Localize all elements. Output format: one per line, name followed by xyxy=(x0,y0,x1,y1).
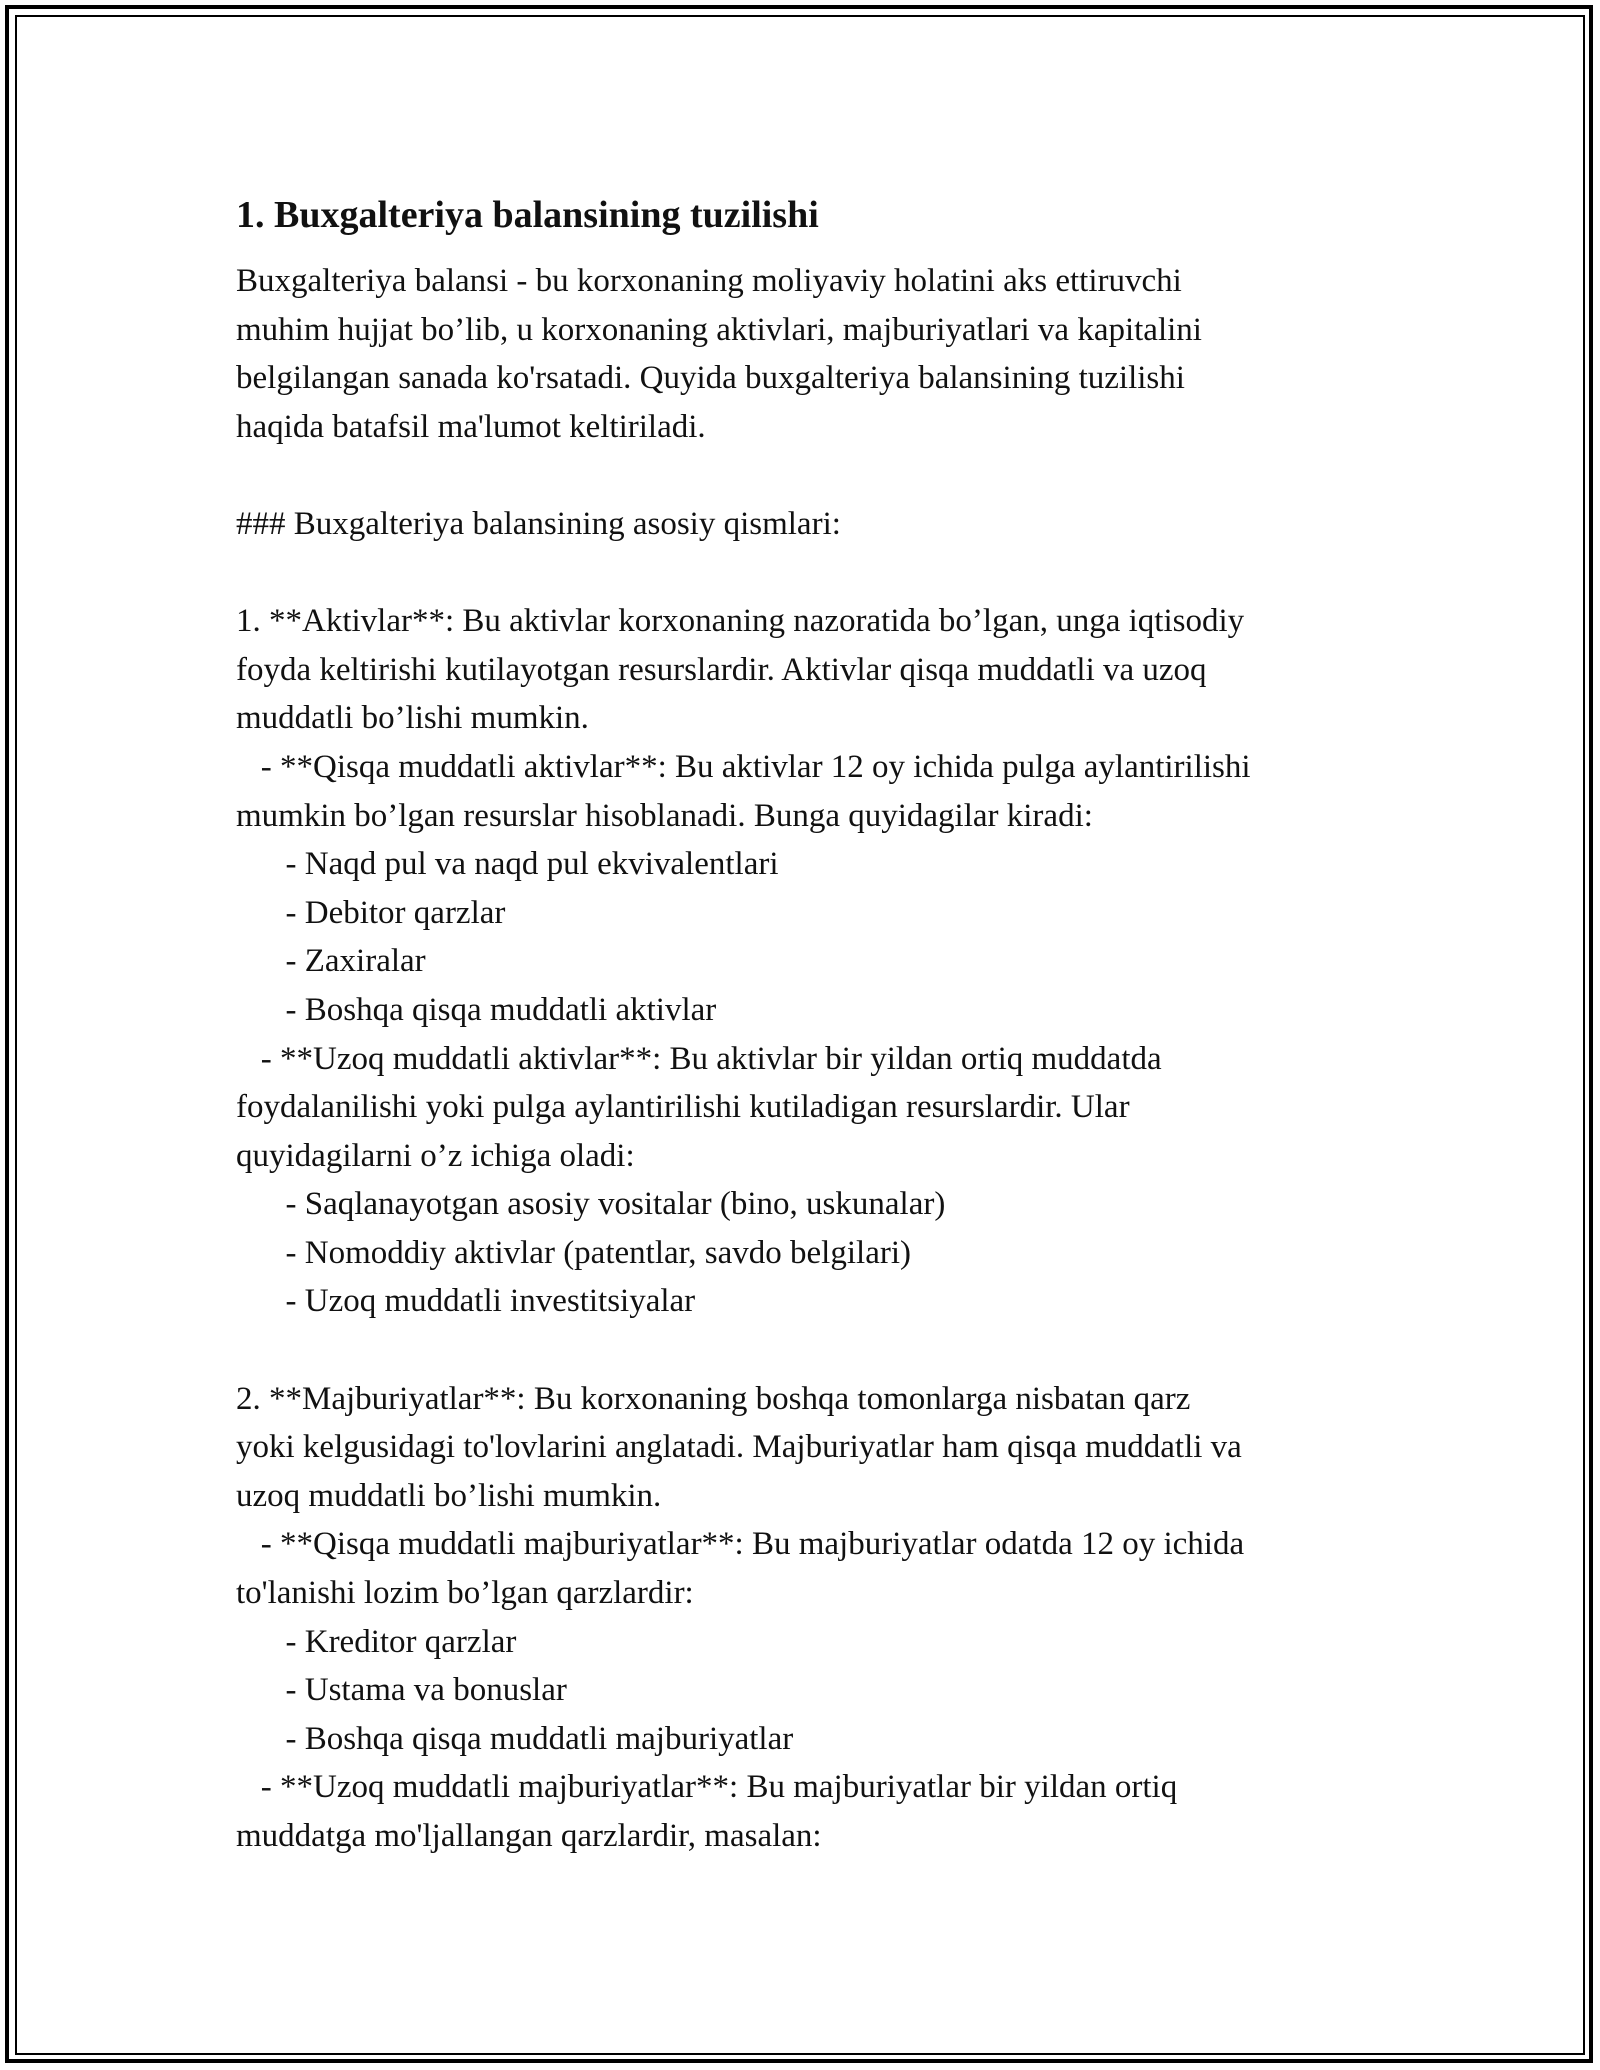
text-line: - Debitor qarzlar xyxy=(236,894,506,931)
text-line: quyidagilarni o’z ichiga oladi: xyxy=(236,1137,635,1174)
text-line: - Naqd pul va naqd pul ekvivalentlari xyxy=(236,846,779,883)
text-line: mumkin bo’lgan resurslar hisoblanadi. Bunga quyidagilar kiradi: xyxy=(236,797,1093,834)
text-line: muhim hujjat bo’lib, u korxonaning aktivlari, majburiyatlari va kapitalini xyxy=(236,311,1202,348)
blank-line xyxy=(236,549,1386,598)
text-line: 1. **Aktivlar**: Bu aktivlar korxonaning nazoratida bo’lgan, unga iqtisodiy xyxy=(236,603,1245,640)
text-line: 2. **Majburiyatlar**: Bu korxonaning boshqa tomonlarga nisbatan qarz xyxy=(236,1380,1191,1417)
text-line: - Boshqa qisqa muddatli aktivlar xyxy=(236,991,717,1028)
text-line: foyda keltirishi kutilayotgan resurslardir. Aktivlar qisqa muddatli va uzoq xyxy=(236,651,1207,688)
text-line: - **Qisqa muddatli majburiyatlar**: Bu majburiyatlar odatda 12 oy ichida xyxy=(236,1526,1245,1563)
document-text xyxy=(236,257,1386,1861)
text-line: - **Qisqa muddatli aktivlar**: Bu aktivlar 12 oy ichida pulga aylantirilishi xyxy=(236,748,1251,785)
document-body xyxy=(236,185,1386,1861)
text-line: yoki kelgusidagi to'lovlarini anglatadi. Majburiyatlar ham qisqa muddatli va xyxy=(236,1429,1242,1466)
text-line: - Boshqa qisqa muddatli majburiyatlar xyxy=(236,1720,794,1757)
text-line: - **Uzoq muddatli aktivlar**: Bu aktivlar bir yildan ortiq muddatda xyxy=(236,1040,1162,1077)
text-line: muddatga mo'ljallangan qarzlardir, masalan: xyxy=(236,1818,822,1854)
text-line: - Nomoddiy aktivlar (patentlar, savdo belgilari) xyxy=(236,1234,911,1271)
text-line: - Kreditor qarzlar xyxy=(236,1623,517,1660)
text-line: ### Buxgalteriya balansining asosiy qismlari: xyxy=(236,505,841,542)
text-line: muddatli bo’lishi mumkin. xyxy=(236,700,589,737)
text-line: foydalanilishi yoki pulga aylantirilishi kutiladigan resurslardir. Ular xyxy=(236,1089,1130,1126)
blank-line xyxy=(236,451,1386,500)
document-title: 1. Buxgalteriya balansining tuzilishi xyxy=(236,194,819,236)
text-line: - Uzoq muddatli investitsiyalar xyxy=(236,1283,696,1320)
text-line: haqida batafsil ma'lumot keltiriladi. xyxy=(236,408,706,445)
blank-line xyxy=(236,1326,1386,1375)
text-line: - Saqlanayotgan asosiy vositalar (bino, uskunalar) xyxy=(236,1186,946,1223)
text-line: - Ustama va bonuslar xyxy=(236,1672,567,1709)
text-line: - Zaxiralar xyxy=(236,943,426,980)
text-line: belgilangan sanada ko'rsatadi. Quyida buxgalteriya balansining tuzilishi xyxy=(236,360,1185,397)
text-line: to'lanishi lozim bo’lgan qarzlardir: xyxy=(236,1575,694,1612)
text-line: uzoq muddatli bo’lishi mumkin. xyxy=(236,1477,662,1514)
text-line: - **Uzoq muddatli majburiyatlar**: Bu majburiyatlar bir yildan ortiq xyxy=(236,1769,1178,1806)
text-line: Buxgalteriya balansi - bu korxonaning moliyaviy holatini aks ettiruvchi xyxy=(236,263,1182,299)
